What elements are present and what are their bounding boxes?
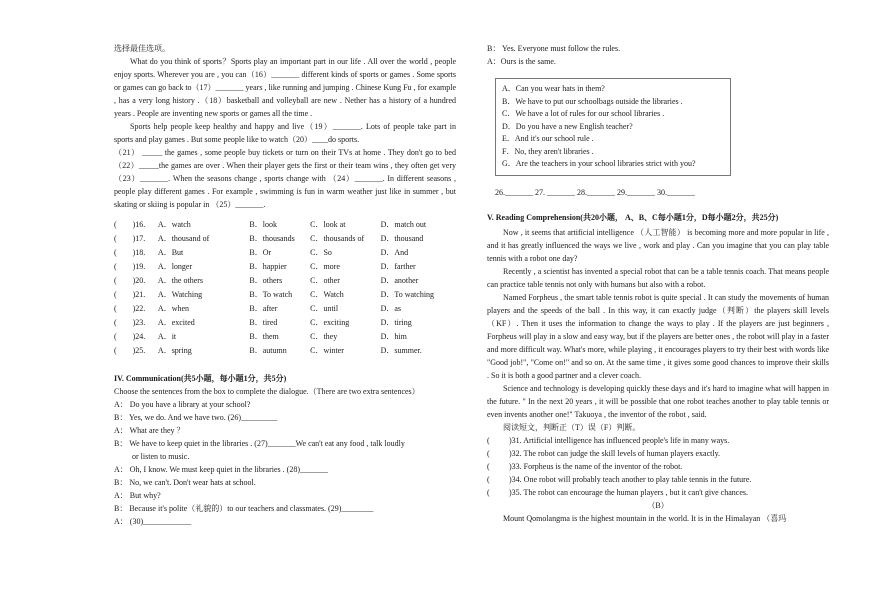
option-d: D．And: [380, 248, 409, 257]
option-c: C．exciting: [310, 318, 350, 327]
true-false-questions: [487, 434, 829, 499]
true-false-item: [487, 486, 829, 499]
statement-text: )34. One robot will probably teach another to play table tennis in the future.: [509, 474, 752, 484]
option-a: A．But: [157, 248, 184, 257]
answer-bracket: (: [487, 461, 490, 471]
option-b: B．Or: [249, 248, 272, 257]
option-b: B．happier: [249, 262, 287, 271]
option-d: D．him: [380, 332, 407, 341]
statement-text: )33. Forpheus is the name of the inventor of the robot.: [509, 461, 683, 471]
answer-bracket: (: [114, 290, 117, 299]
option-a: A．longer: [157, 262, 193, 271]
option-d: D．as: [380, 304, 402, 313]
question-number: )20.: [132, 276, 146, 285]
statement-text: )31. Artificial intelligence has influenced people's life in many ways.: [509, 435, 730, 445]
answer-bracket: (: [114, 248, 117, 257]
reading-paragraph-2: Recently , a scientist has invented a special robot that can be a table tennis coach. That means people can practice table tennis not only with humans but also with a robot.: [487, 266, 829, 289]
answer-bracket: (: [487, 487, 490, 497]
dialogue-line: B： We have to keep quiet in the libraries . (27)_______We can't eat any food , talk loudly: [114, 439, 405, 448]
box-sentence: D．Do you have a new English teacher?: [502, 121, 633, 131]
question-number: )16.: [132, 220, 146, 229]
option-a: A．the others: [157, 276, 204, 285]
dialogue-line: A： Do you have a library at your school?: [114, 400, 251, 409]
option-c: C．other: [310, 276, 340, 285]
question-number: )19.: [132, 262, 146, 271]
right-column: [487, 42, 829, 525]
box-sentence: E．And it's our school rule .: [502, 134, 594, 143]
option-b: B．them: [249, 332, 279, 341]
answer-bracket: (: [487, 435, 490, 445]
option-a: A．watch: [157, 220, 191, 229]
left-column: [114, 42, 456, 528]
option-d: D．another: [380, 276, 419, 285]
option-row: [114, 218, 456, 232]
answer-bracket: (: [487, 448, 490, 458]
option-row: [114, 302, 456, 316]
option-c: C．thousands of: [310, 234, 365, 243]
option-d: D．farther: [380, 262, 416, 271]
answer-bracket: (: [114, 262, 117, 271]
dialogue-line: A： Oh, I know. We must keep quiet in the libraries . (28)_______: [114, 465, 328, 474]
dialogue-line: B： Because it's polite（礼貌的）to our teachers and classmates. (29)________: [114, 504, 374, 513]
part-b-label: （B）: [647, 500, 669, 510]
dialogue-line: A： But why?: [114, 491, 161, 500]
answer-bracket: (: [114, 234, 117, 243]
dialogue-line: B： No, we can't. Don't wear hats at school.: [114, 478, 256, 487]
option-a: A．thousand of: [157, 234, 210, 243]
question-number: )25.: [132, 346, 146, 355]
option-b: B．others: [249, 276, 283, 285]
sentence-box: [495, 78, 731, 176]
cloze-paragraph-1: What do you think of sports？Sports play an important part in our life . All over the world , people enjoy sports. Wherever you are , you can（16）_______ different kinds of sports or games . Some sports or games can go back to（17）_______ years , like running and jumping . Chinese Kung Fu , for example , has a very long history .（18）basketball and volleyball are new . Nether has a history of a hundred years . People are inventing new sports or games all the time .: [114, 57, 456, 118]
option-c: C．they: [310, 332, 338, 341]
option-row: [114, 344, 456, 358]
statement-text: )35. The robot can encourage the human players , but it can't give chances.: [509, 487, 748, 497]
option-b: B．tired: [249, 318, 278, 327]
option-row: [114, 316, 456, 330]
question-number: )23.: [132, 318, 146, 327]
answer-bracket: (: [114, 318, 117, 327]
true-false-instruction: 阅读短文，判断正（T）误（F）判断。: [503, 422, 641, 432]
question-number: )18.: [132, 248, 146, 257]
cloze-paragraph-2: Sports help people keep healthy and happy and live（19）_______. Lots of people take part in sports and play games . But some people like to watch（20）____do sports.: [114, 122, 456, 144]
cloze-paragraph-3: （21） _____ the games , some people buy tickets or turn on their TVs at home . They don't go to bed（22）_____the games are over . When their player gets the first or their team wins , they often get very（23）_______. When the seasons change , sports change with （24）_______. In different seasons , people play different games . For example , swimming is fun in warm weather just like in summer , but skating or skiing is popular in （25）_______.: [114, 148, 456, 209]
question-number: )22.: [132, 304, 146, 313]
option-row: [114, 288, 456, 302]
option-d: D．thousand: [380, 234, 424, 243]
true-false-item: [487, 460, 829, 473]
option-c: C．until: [310, 304, 339, 313]
option-b: B．autumn: [249, 346, 287, 355]
true-false-item: [487, 434, 829, 447]
dialogue: [114, 398, 456, 528]
option-d: D．tiring: [380, 318, 412, 327]
dialogue-line-a-end: A：Ours is the same.: [487, 57, 556, 66]
option-a: A．excited: [157, 318, 195, 327]
box-sentence: A．Can you wear hats in them?: [502, 84, 605, 93]
dialogue-line-b-end: B： Yes. Everyone must follow the rules.: [487, 44, 621, 53]
reading-paragraph-4: Science and technology is developing quickly these days and it's hard to imagine what will happen in the future. " In the next 20 years , it will be possible that one robot teaches another to play table tennis or even invents another one!" Takuoya , the inventor of the robot , said.: [487, 383, 829, 419]
dialogue-line: or listen to music.: [132, 452, 190, 461]
section-4-title: IV. Communication(共5小题，每小题1分，共5分): [114, 374, 287, 383]
option-b: B．after: [249, 304, 278, 313]
option-b: B．thousands: [249, 234, 295, 243]
answer-bracket: (: [114, 332, 117, 341]
answer-bracket: (: [487, 474, 490, 484]
answer-bracket: (: [114, 276, 117, 285]
option-c: C．So: [310, 248, 332, 257]
option-d: D．To watching: [380, 290, 435, 299]
true-false-item: [487, 447, 829, 460]
passage-b-first-line: Mount Qomolangma is the highest mountain in the world. It is in the Himalayan （喜玛: [503, 513, 787, 523]
cloze-instruction: 选择最佳选项。: [114, 44, 170, 53]
answer-blanks: 26._______ 27. _______ 28._______ 29._______ 30._______: [495, 187, 695, 197]
option-c: C．winter: [310, 346, 344, 355]
box-sentence: G．Are the teachers in your school libraries strict with you?: [502, 159, 696, 168]
option-row: [114, 274, 456, 288]
answer-bracket: (: [114, 346, 117, 355]
question-number: )17.: [132, 234, 146, 243]
option-a: A．spring: [157, 346, 192, 355]
option-a: A．when: [157, 304, 190, 313]
reading-paragraph-3: Named Forpheus , the smart table tennis robot is quite special . It can study the movements of human players and the speeds of the ball . In this way, it can exactly judge（判断）the players skill levels （KF）. Then it uses the information to change the ways to play . If the players are just beginners , Forpheus will play in a slow and easy way, but if the players are better ones , the robot will play in a faster and more difficult way. What's more, while playing , it encourages players to try their best with words like "Good job!", "Come on!" and so on. At the same time , it gives some good chances to improve their skills . So it is both a good partner and a clever coach.: [487, 292, 829, 380]
dialogue-line: B： Yes, we do. And we have two. (26)_________: [114, 413, 278, 422]
option-a: A．it: [157, 332, 177, 341]
question-number: )21.: [132, 290, 146, 299]
option-row: [114, 232, 456, 246]
option-c: C．more: [310, 262, 340, 271]
dialogue-line: A： (30)____________: [114, 517, 192, 526]
box-sentence: B．We have to put our schoolbags outside the libraries .: [502, 96, 683, 106]
section-5-title: V. Reading Comprehension(共20小题， A、B、C每小题1分，D每小题2分，共25分): [487, 212, 779, 222]
box-sentence: C．We have a lot of rules for our school libraries .: [502, 109, 665, 118]
option-b: B．To watch: [249, 290, 293, 299]
answer-bracket: (: [114, 304, 117, 313]
option-c: C．look at: [310, 220, 346, 229]
option-a: A．Watching: [157, 290, 203, 299]
answer-bracket: (: [114, 220, 117, 229]
reading-paragraph-1: Now , it seems that artificial intelligence （人工智能） is becoming more and more popular in life , and it has greatly influenced the ways we live , work and play . Can you imagine that you can play table tennis with a robot one day?: [487, 227, 829, 263]
cloze-options-table: [114, 218, 456, 358]
option-d: D．match out: [380, 220, 427, 229]
option-b: B．look: [249, 220, 277, 229]
true-false-item: [487, 473, 829, 486]
option-row: [114, 260, 456, 274]
section-4-instruction: Choose the sentences from the box to complete the dialogue.（There are two extra sentences）: [114, 387, 420, 396]
statement-text: )32. The robot can judge the skill levels of human players exactly.: [509, 448, 721, 458]
question-number: )24.: [132, 332, 146, 341]
dialogue-line: A： What are they ？: [114, 426, 185, 435]
option-d: D．summer.: [380, 346, 422, 355]
option-c: C．Watch: [310, 290, 344, 299]
box-sentence: F．No, they aren't libraries .: [502, 146, 594, 156]
option-row: [114, 246, 456, 260]
option-row: [114, 330, 456, 344]
